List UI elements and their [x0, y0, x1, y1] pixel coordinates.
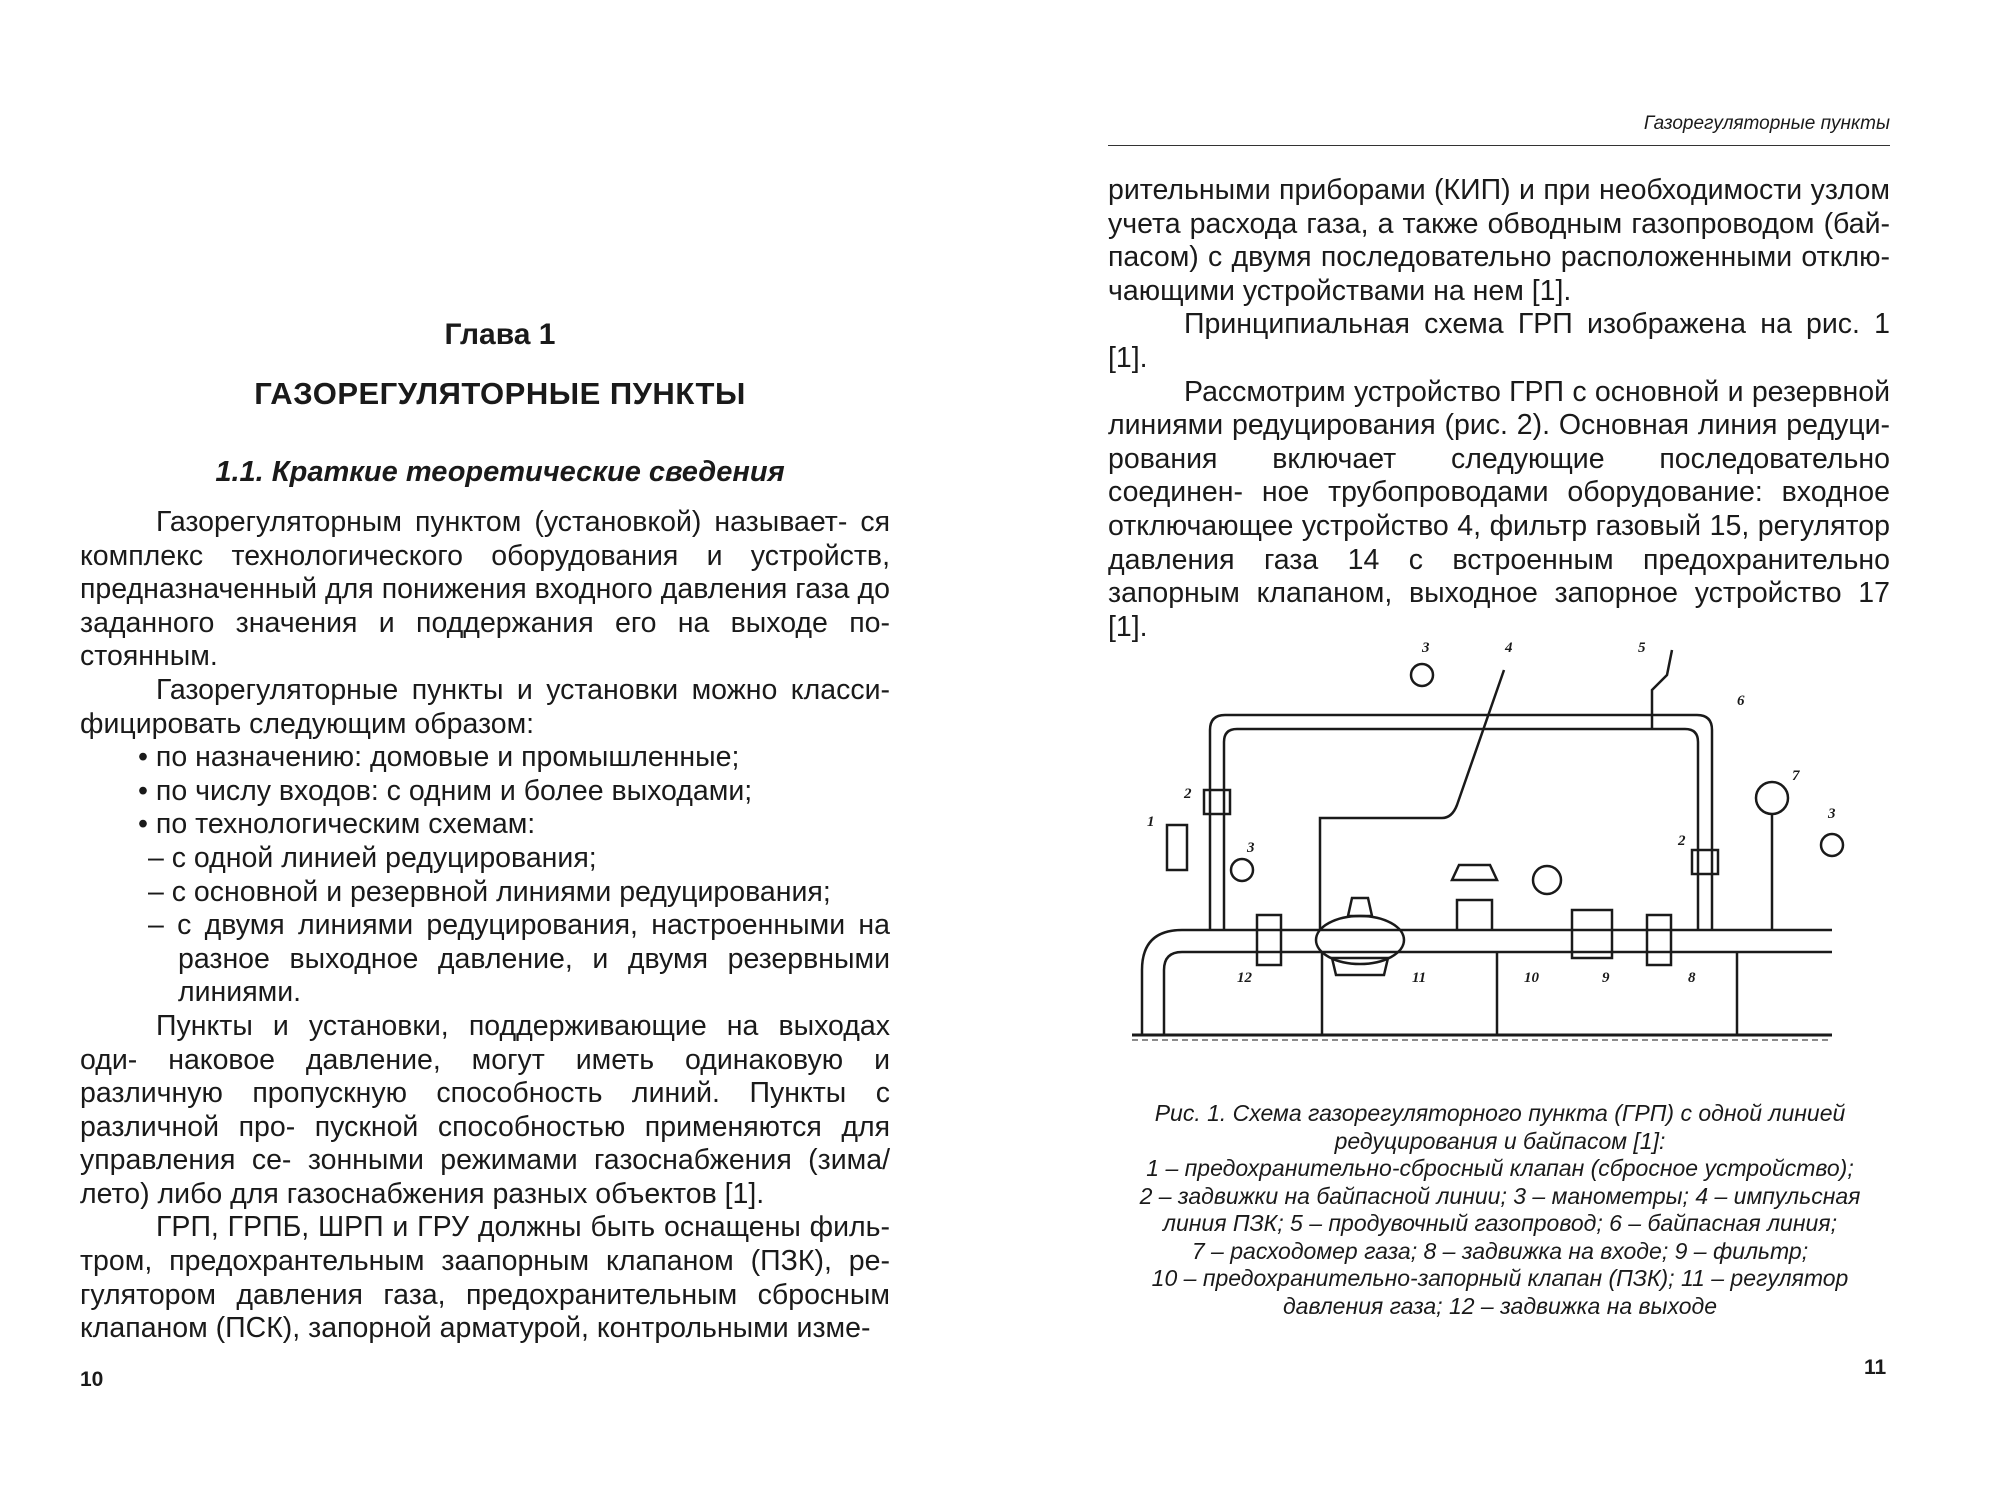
figure-label: 2: [1678, 833, 1686, 849]
caption-line: линия ПЗК; 5 – продувочный газопровод; 6 – байпасная линия;: [1163, 1210, 1837, 1236]
figure-label: 3: [1247, 840, 1255, 856]
caption-line: редуцирования и байпасом [1]:: [1334, 1127, 1666, 1154]
text-line: фицировать следующим образом:: [80, 707, 535, 740]
figure-label: 3: [1422, 640, 1430, 656]
chapter-title: ГАЗОРЕГУЛЯТОРНЫЕ ПУНКТЫ: [254, 376, 746, 411]
text-line: тром, предохрантельным заапорным клапаном (ПЗК), ре-: [80, 1245, 890, 1278]
dash-item: – с одной линией редуцирования;: [148, 841, 597, 874]
text-line: рования включает следующие последовательно соединен-: [1108, 442, 1890, 509]
text-line: Рассмотрим устройство ГРП с основной и резервной: [1184, 375, 1890, 408]
text-line: пасом) с двумя последовательно расположенными отклю-: [1108, 241, 1890, 274]
paragraph-continued: [1108, 174, 1890, 308]
bullet-item: • по числу входов: с одним и более выходами;: [138, 774, 753, 807]
text-line: рительными приборами (КИП) и при необходимости узлом: [1108, 174, 1890, 206]
right-body-text: [1108, 174, 1890, 644]
inlet-valve: [1647, 915, 1671, 965]
paragraph-classification: [80, 674, 890, 741]
caption-line: 1 – предохранительно-сбросный клапан (сбросное устройство);: [1146, 1155, 1854, 1181]
impulse-line: [1320, 670, 1504, 930]
manometer-gauge: [1821, 834, 1843, 856]
outlet-pipe-inner: [1164, 952, 1182, 1035]
text-line: выходное запорное устройство 17 [1].: [1108, 577, 1890, 643]
manometer-gauge: [1533, 866, 1561, 894]
regulator-cap: [1348, 898, 1372, 916]
text-line: учета расхода газа, а также обводным газопроводом (бай-: [1108, 207, 1890, 240]
dash-item: – с двумя линиями редуцирования, настроенными на разное выходное давление, и двумя резервными линиями.: [148, 909, 890, 1009]
text-line: предназначенный для понижения входного давления газа: [80, 573, 850, 606]
pzk-body: [1457, 900, 1492, 930]
page-number-left: 10: [80, 1368, 104, 1391]
figure-label: 5: [1638, 640, 1646, 656]
figure-label: 1: [1147, 814, 1155, 830]
dash-item: – с основной и резервной линиями редуцирования;: [148, 875, 831, 908]
outlet-valve: [1257, 915, 1281, 965]
figure-label: 2: [1184, 786, 1192, 802]
left-body-text: [80, 506, 890, 1346]
text-line: зонными режимами газоснабжения (зима/лето) либо для: [80, 1144, 891, 1210]
text-line: до заданного значения и поддержания его на выходе по-: [80, 573, 891, 639]
flowmeter-dial: [1756, 782, 1788, 814]
text-line: газоснабжения разных объектов [1].: [286, 1177, 765, 1210]
bypass-line-outer: [1210, 715, 1712, 930]
text-line: наковое давление, могут иметь одинаковую и различную: [80, 1043, 890, 1110]
right-page: [1000, 0, 2000, 1489]
pzk-head: [1452, 865, 1497, 880]
bypass-valve-right: [1692, 850, 1718, 874]
bullet-item: • по технологическим схемам:: [138, 808, 536, 841]
figure-label: 11: [1412, 970, 1427, 986]
text-line: устройство 4, фильтр газовый 15, регулятор давления газа: [1108, 509, 1890, 576]
caption-line: давления газа; 12 – задвижка на выходе: [1282, 1292, 1718, 1319]
figure-label: 10: [1524, 970, 1539, 986]
text-line: стоянным.: [80, 640, 218, 673]
grp-schematic-figure: [1112, 630, 1850, 1050]
text-line: Пункты и установки, поддерживающие на выходах оди-: [80, 1009, 890, 1076]
text-line: ся комплекс технологического оборудования и устройств,: [80, 506, 890, 572]
text-line: Газорегуляторные пункты и установки можно класси-: [156, 673, 890, 706]
chapter-heading: Глава 1: [444, 318, 556, 351]
caption-line: 2 – задвижки на байпасной линии; 3 – манометры; 4 – импульсная: [1139, 1182, 1861, 1209]
relief-device: [1167, 825, 1187, 870]
paragraph-definition: [80, 506, 890, 674]
figure-label: 7: [1792, 768, 1800, 784]
caption-line: 10 – предохранительно-запорный клапан (ПЗК); 11 – регулятор: [1151, 1265, 1849, 1291]
figure-label: 3: [1828, 806, 1836, 822]
text-line: пускной способностью применяются для управления се-: [80, 1110, 891, 1177]
running-header: Газорегуляторные пункты: [1643, 113, 1890, 134]
section-heading: 1.1. Краткие теоретические сведения: [215, 456, 785, 488]
manometer-gauge: [1231, 859, 1253, 881]
figure-label: 9: [1602, 970, 1610, 986]
bullet-item: • по назначению: домовые и промышленные;: [138, 741, 740, 774]
text-line: Газорегуляторным пунктом (установкой) называет-: [156, 506, 848, 538]
figure-label: 12: [1237, 970, 1252, 986]
paragraph-equipment: [80, 1211, 890, 1345]
paragraph-device: [1108, 376, 1890, 645]
outlet-pipe-outer: [1142, 930, 1182, 1035]
figure-label: 4: [1505, 640, 1513, 656]
figure-caption: [1100, 1100, 1900, 1320]
paragraph-schema-ref: Принципиальная схема ГРП изображена на рис. 1 [1].: [1108, 308, 1890, 374]
purge-pipe: [1652, 650, 1672, 729]
bypass-valve-left: [1204, 790, 1230, 814]
figure-label: 8: [1688, 970, 1696, 986]
text-line: клапаном (ПСК), запорной арматурой, контрольными изме-: [80, 1312, 871, 1345]
figure-label: 6: [1737, 693, 1745, 709]
caption-line: 7 – расходомер газа; 8 – задвижка на входе; 9 – фильтр;: [1191, 1237, 1809, 1264]
text-line: чающими устройствами на нем [1].: [1108, 274, 1572, 307]
text-line: гулятором давления газа, предохранительным сбросным: [80, 1278, 890, 1311]
manometer-gauge: [1411, 664, 1433, 686]
text-line: ное трубопроводами оборудование: входное отключающее: [1108, 476, 1890, 542]
text-line: 14 с встроенным предохранительно запорным клапаном,: [1108, 543, 1890, 610]
header-rule: [1108, 145, 1890, 146]
paragraph-capacity: [80, 1010, 890, 1212]
text-line: ГРП, ГРПБ, ШРП и ГРУ должны быть оснащены филь-: [156, 1211, 890, 1244]
caption-line: Рис. 1. Схема газорегуляторного пункта (ГРП) с одной линией: [1154, 1100, 1846, 1126]
page-number-right: 11: [1864, 1356, 1887, 1379]
text-line: пропускную способность линий. Пункты с различной про-: [80, 1077, 890, 1143]
text-line: линиями редуцирования (рис. 2). Основная линия редуци-: [1108, 409, 1890, 442]
